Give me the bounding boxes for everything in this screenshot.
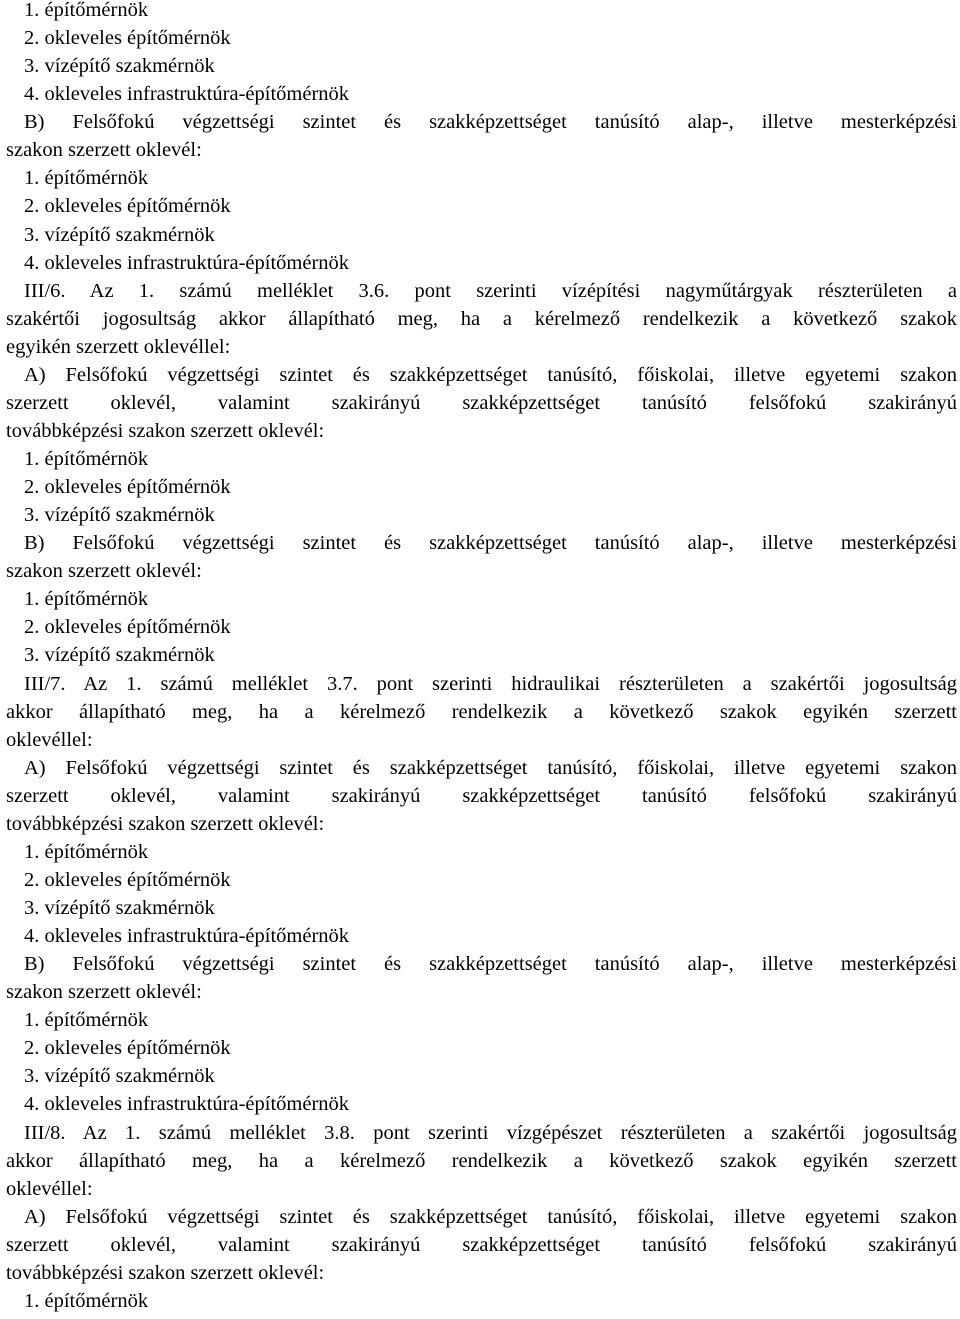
text-line: 2. okleveles építőmérnök: [24, 869, 231, 891]
text-line: 1. építőmérnök: [24, 1010, 149, 1032]
text-line: 2. okleveles építőmérnök: [24, 196, 231, 218]
text-line: 2. okleveles építőmérnök: [24, 28, 231, 50]
text-line: 4. okleveles infrastruktúra-építőmérnök: [24, 252, 350, 274]
text-line: 1. építőmérnök: [24, 1290, 149, 1312]
text-line: III/8. Az 1. számú melléklet 3.8. pont szerinti vízgépészet részterületen a szakértői jogosultság: [24, 1122, 957, 1144]
text-line: szakon szerzett oklevél:: [6, 561, 202, 583]
text-line: 3. vízépítő szakmérnök: [24, 1066, 215, 1088]
text-line: akkor állapítható meg, ha a kérelmező rendelkezik a következő szakok egyikén szerzett: [6, 1150, 957, 1172]
text-line: akkor állapítható meg, ha a kérelmező rendelkezik a következő szakok egyikén szerzett: [6, 701, 957, 723]
text-line: 3. vízépítő szakmérnök: [24, 56, 215, 78]
text-line: 3. vízépítő szakmérnök: [24, 224, 215, 246]
text-line: 2. okleveles építőmérnök: [24, 477, 231, 499]
text-line: 4. okleveles infrastruktúra-építőmérnök: [24, 926, 350, 948]
text-line: III/6. Az 1. számú melléklet 3.6. pont szerinti vízépítési nagyműtárgyak részterületen a: [24, 280, 957, 302]
text-line: 3. vízépítő szakmérnök: [24, 898, 215, 919]
text-line: A) Felsőfokú végzettségi szintet és szakképzettséget tanúsító, főiskolai, illetve egyetemi szakon: [24, 364, 957, 386]
text-line: szakon szerzett oklevél:: [6, 982, 202, 1004]
text-line: B) Felsőfokú végzettségi szintet és szakképzettséget tanúsító alap-, illetve mesterképzési: [24, 954, 957, 976]
text-line: 4. okleveles infrastruktúra-építőmérnök: [24, 84, 350, 106]
text-line: B) Felsőfokú végzettségi szintet és szakképzettséget tanúsító alap-, illetve mesterképzési: [24, 112, 957, 134]
text-line: szerzett oklevél, valamint szakirányú szakképzettséget tanúsító felsőfokú szakirányú: [6, 1234, 957, 1256]
text-line: szakértői jogosultság akkor állapítható meg, ha a kérelmező rendelkezik a következő szakok: [6, 308, 957, 330]
text-line: A) Felsőfokú végzettségi szintet és szakképzettséget tanúsító, főiskolai, illetve egyetemi szakon: [24, 1206, 957, 1228]
text-line: szerzett oklevél, valamint szakirányú szakképzettséget tanúsító felsőfokú szakirányú: [6, 392, 957, 414]
text-line: 1. építőmérnök: [24, 589, 149, 611]
text-line: egyikén szerzett oklevéllel:: [6, 336, 231, 358]
text-line: 1. építőmérnök: [24, 0, 149, 21]
text-line: 1. építőmérnök: [24, 449, 149, 470]
text-line: B) Felsőfokú végzettségi szintet és szakképzettséget tanúsító alap-, illetve mesterképzési: [24, 533, 957, 555]
text-line: oklevéllel:: [6, 1178, 93, 1200]
text-line: szerzett oklevél, valamint szakirányú szakképzettséget tanúsító felsőfokú szakirányú: [6, 785, 957, 807]
text-line: 3. vízépítő szakmérnök: [24, 645, 215, 667]
text-line: továbbképzési szakon szerzett oklevél:: [6, 1262, 325, 1284]
text-line: 2. okleveles építőmérnök: [24, 617, 231, 639]
text-line: 1. építőmérnök: [24, 168, 149, 190]
text-line: 4. okleveles infrastruktúra-építőmérnök: [24, 1094, 350, 1116]
text-line: szakon szerzett oklevél:: [6, 140, 202, 162]
text-line: 1. építőmérnök: [24, 841, 149, 863]
text-line: 3. vízépítő szakmérnök: [24, 505, 215, 527]
text-line: oklevéllel:: [6, 729, 93, 751]
text-line: továbbképzési szakon szerzett oklevél:: [6, 813, 325, 835]
text-line: 2. okleveles építőmérnök: [24, 1038, 231, 1060]
text-line: továbbképzési szakon szerzett oklevél:: [6, 420, 325, 442]
text-line: III/7. Az 1. számú melléklet 3.7. pont szerinti hidraulikai részterületen a szakértői jogosultság: [24, 673, 957, 695]
text-line: A) Felsőfokú végzettségi szintet és szakképzettséget tanúsító, főiskolai, illetve egyetemi szakon: [24, 757, 957, 779]
